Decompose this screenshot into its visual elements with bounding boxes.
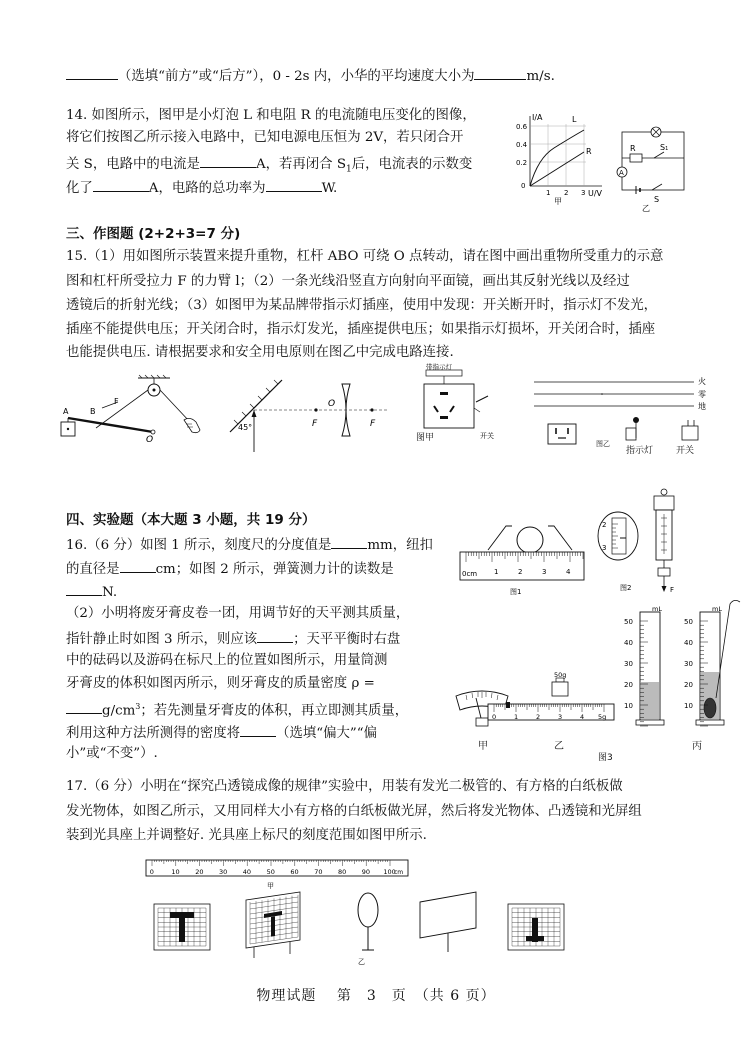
- lens-center-o: O: [328, 399, 336, 409]
- cyl2-tick-label: 30: [684, 660, 693, 668]
- q16-line5: [66, 628, 400, 649]
- answer-blank[interactable]: [200, 153, 256, 168]
- bench-tick-label: 60: [290, 868, 299, 876]
- bench-tick-label: 100: [383, 868, 396, 876]
- ruler-tick-label: 2: [518, 568, 523, 576]
- curve-r-label: R: [586, 147, 592, 156]
- q16-line3: [66, 581, 117, 602]
- ruler-button-figure: [456, 518, 586, 596]
- answer-blank[interactable]: [266, 177, 322, 192]
- curve-l-label: L: [572, 115, 577, 124]
- q13-unit: m/s.: [526, 69, 555, 84]
- lens-imaging-setup: [150, 888, 580, 966]
- q13-choice-hint: （选填“前方”或“后方”），0 - 2s 内，小华的平均速度大小为: [118, 69, 475, 84]
- beam-tick-label: 5g: [598, 713, 607, 721]
- cyl2-tick-label: 40: [684, 639, 693, 647]
- answer-blank[interactable]: [240, 722, 276, 737]
- q14-iu-graph: [508, 110, 608, 205]
- bench-tick-label: 50: [266, 868, 275, 876]
- section3-heading: 三、作图题 (2+2+3=7 分): [66, 226, 241, 242]
- circuit-s1-label: S1: [660, 143, 669, 152]
- ruler-tick-label: 4: [566, 568, 571, 576]
- answer-blank[interactable]: [66, 581, 102, 596]
- q14-line3-part1: 关 S，电路中的电流是: [66, 157, 200, 172]
- fig-yi-caption: 图乙: [596, 440, 610, 448]
- bench-tick-label: 20: [195, 868, 204, 876]
- lever-label-o: O: [146, 435, 154, 445]
- bench-tick-label: 0: [149, 868, 154, 876]
- lens-focus-left: F: [312, 419, 318, 429]
- bench-tick-label: 90: [361, 868, 371, 876]
- cyl1-tick-label: 20: [624, 681, 633, 689]
- q16-line8-part2: ；若先测量牙膏皮的体积，再立即测其质量，: [140, 703, 409, 719]
- q16-line2-part2: cm；如图 2 所示，弹簧测力计的读数是: [155, 562, 394, 577]
- beam-tick-label: 2: [536, 713, 541, 721]
- q16-line10: 小”或“不变”）.: [66, 746, 158, 761]
- cyl2-tick-label: 10: [684, 702, 693, 710]
- q16-line2-part1: 的直径是: [66, 562, 120, 577]
- bench-tick-label: 40: [242, 868, 252, 876]
- wire-earth-label: 地: [698, 402, 706, 411]
- q16-line2: [66, 558, 394, 579]
- cyl1-unit: mL: [652, 605, 662, 613]
- lever-label-a: A: [63, 407, 69, 416]
- q15-line3: 透镜后的折射光线；（3）如图甲为某品牌带指示灯插座，使用中发现：开关断开时，指示灯不发光，: [66, 298, 658, 313]
- answer-blank[interactable]: [331, 534, 367, 549]
- q14-line4: [66, 177, 337, 198]
- q16-line5-part1: 指针静止时如图 3 所示，则应该: [66, 632, 258, 647]
- bench-tick-label: 80: [338, 868, 347, 876]
- graph-x-tick: 2: [564, 189, 569, 197]
- fig2-caption: 图2: [620, 584, 632, 592]
- balance-beam-figure: [484, 668, 618, 724]
- q16-line4: （2）小明将废牙膏皮卷一团，用调节好的天平测其质量，: [66, 606, 410, 621]
- spring-force-label: F: [670, 586, 675, 594]
- ruler-tick-label: 1: [494, 568, 499, 576]
- answer-blank[interactable]: [257, 628, 293, 643]
- graph-x-tick: 1: [546, 189, 551, 197]
- q17-line1: 17.（6 分）小明在“探究凸透镜成像的规律”实验中，用装有发光二极管的、有方格的白纸板做: [66, 779, 623, 794]
- q14-circuit-diagram: [612, 120, 692, 212]
- graph-y-label: I/A: [532, 113, 543, 122]
- beam-tick-label: 1: [514, 713, 519, 721]
- beam-tick-label: 0: [492, 713, 497, 721]
- cyl2-unit: mL: [712, 605, 722, 613]
- bench-caption: 甲: [267, 882, 274, 890]
- cyl2-tick-label: 50: [684, 618, 693, 626]
- circuit-caption: 乙: [642, 204, 650, 212]
- socket-switch-label: 开关: [480, 432, 494, 440]
- wire-fire-label: 火: [698, 377, 706, 386]
- graph-y-tick: 0: [521, 182, 526, 190]
- q16-line8-sup: 3: [135, 702, 141, 711]
- graph-caption: 甲: [554, 197, 562, 205]
- q16-line1: [66, 534, 433, 555]
- spring-tick-label: 2: [602, 521, 607, 529]
- cyl1-tick-label: 50: [624, 618, 633, 626]
- fig3-jia-caption: 甲: [478, 741, 488, 752]
- cyl1-tick-label: 30: [624, 660, 633, 668]
- bench-unit: cm: [394, 869, 404, 876]
- weight-label: 50g: [554, 671, 567, 679]
- mirror-angle-label: 45°: [238, 423, 253, 432]
- ruler-tick-label: 3: [542, 568, 547, 576]
- q14-line3-part2: A，若再闭合 S: [255, 157, 347, 172]
- circuit-s-label: S: [654, 195, 660, 204]
- q14-line4-part2: A，电路的总功率为: [148, 181, 266, 196]
- answer-blank[interactable]: [474, 65, 526, 80]
- q15-line5: 也能提供电压. 请根据要求和安全用电原则在图乙中完成电路连接.: [66, 345, 454, 360]
- page-footer: 物理试题 第 3 页 （共 6 页）: [256, 988, 496, 1004]
- ammeter-label: A: [619, 169, 624, 177]
- beam-tick-label: 3: [558, 713, 563, 721]
- q16-line7: 牙膏皮的体积如图丙所示，则牙膏皮的质量密度 ρ =: [66, 676, 375, 691]
- q16-line5-part2: ；天平平衡时右盘: [293, 632, 401, 647]
- graph-y-tick: 0.2: [516, 159, 528, 167]
- q16-line1-part1: 16.（6 分）如图 1 所示，刻度尺的分度值是: [66, 538, 332, 553]
- cyl2-tick-label: 20: [684, 681, 693, 689]
- q14-line2: 将它们按图乙所示接入电路中，已知电源电压恒为 2V，若只闭合开: [66, 130, 464, 145]
- mirror-lens-figure: [224, 372, 394, 454]
- ruler-tick-label: 0cm: [462, 570, 478, 578]
- q16-line6: 中的砝码以及游码在标尺上的位置如图所示，用量筒测: [66, 653, 388, 668]
- cyl1-tick-label: 10: [624, 702, 633, 710]
- q14-line3-part3: 后，电流表的示数变: [351, 157, 473, 172]
- lever-label-b: B: [90, 407, 96, 416]
- q16-line9: [66, 722, 377, 743]
- lamp-label: 指示灯: [626, 446, 654, 456]
- q14-subscript: 1: [346, 164, 352, 175]
- fig1-caption: 图1: [510, 588, 522, 596]
- wiring-figure-yi: [528, 372, 708, 450]
- lens-focus-right: F: [370, 419, 376, 429]
- q16-line9-part2: （选填“偏大”“偏: [276, 726, 377, 741]
- fig3-yi-caption: 乙: [554, 741, 564, 752]
- q14-line3: [66, 153, 472, 179]
- fig3-caption: 图3: [598, 753, 613, 763]
- fig3-bing-caption: 丙: [692, 741, 702, 752]
- wire-zero-label: 零: [698, 390, 706, 399]
- circuit-r-label: R: [630, 144, 636, 153]
- q14-line1: 14. 如图所示，图甲是小灯泡 L 和电阻 R 的电流随电压变化的图像，: [66, 108, 476, 123]
- setup-caption: 乙: [358, 958, 365, 966]
- q14-line4-part1: 化了: [66, 181, 93, 196]
- q16-line9-part1: 利用这种方法所测得的密度将: [66, 726, 241, 741]
- answer-blank[interactable]: [66, 699, 102, 714]
- graph-x-label: U/V: [588, 189, 603, 198]
- answer-blank[interactable]: [120, 558, 156, 573]
- section4-heading: 四、实验题（本大题 3 小题，共 19 分）: [66, 512, 316, 528]
- q16-line8-unit: g/cm: [102, 703, 136, 719]
- lever-label-f: F: [114, 397, 119, 406]
- q15-line2: 图和杠杆所受拉力 F 的力臂 l；（2）一条光线沿竖直方向射向平面镜，画出其反射光线以及经过: [66, 274, 630, 289]
- answer-blank[interactable]: [66, 65, 118, 80]
- spring-scale-figure: [594, 488, 686, 596]
- q16-line1-part2: mm，纽扣: [367, 538, 433, 553]
- fig-jia-caption: 图甲: [416, 433, 435, 443]
- optical-bench-ruler: [142, 856, 414, 890]
- q15-line1: 15.（1）用如图所示装置来提升重物，杠杆 ABO 可绕 O 点转动，请在图中画出重物所受重力的示意: [66, 249, 664, 264]
- switch-label: 开关: [676, 446, 695, 456]
- bench-tick-label: 30: [219, 868, 228, 876]
- q16-line8: [66, 698, 408, 720]
- q13-tail-line: [66, 65, 555, 86]
- graph-x-tick: 3: [581, 189, 586, 197]
- q15-line4: 插座不能提供电压；开关闭合时，指示灯发光，插座提供电压；如果指示灯损坏，开关闭合时，插座: [66, 322, 656, 337]
- q14-line4-part3: W.: [321, 181, 338, 196]
- cyl1-tick-label: 40: [624, 639, 633, 647]
- bench-tick-label: 70: [314, 868, 323, 876]
- lever-pulley-figure: [58, 374, 218, 454]
- graph-y-tick: 0.6: [516, 123, 528, 131]
- cylinders-figure: [622, 600, 744, 732]
- spring-tick-label: 3: [602, 544, 607, 552]
- graph-y-tick: 0.4: [516, 141, 528, 149]
- q16-line3-unit: N.: [102, 585, 118, 600]
- beam-tick-label: 4: [580, 713, 585, 721]
- socket-label: 带指示灯: [426, 363, 452, 371]
- bench-tick-label: 10: [171, 868, 180, 876]
- answer-blank[interactable]: [93, 177, 149, 192]
- q17-line2: 发光物体，如图乙所示，又用同样大小有方格的白纸板做光屏，然后将发光物体、凸透镜和光屏组: [66, 804, 642, 819]
- q17-line3: 装到光具座上并调整好. 光具座上标尺的刻度范围如图甲所示.: [66, 828, 427, 843]
